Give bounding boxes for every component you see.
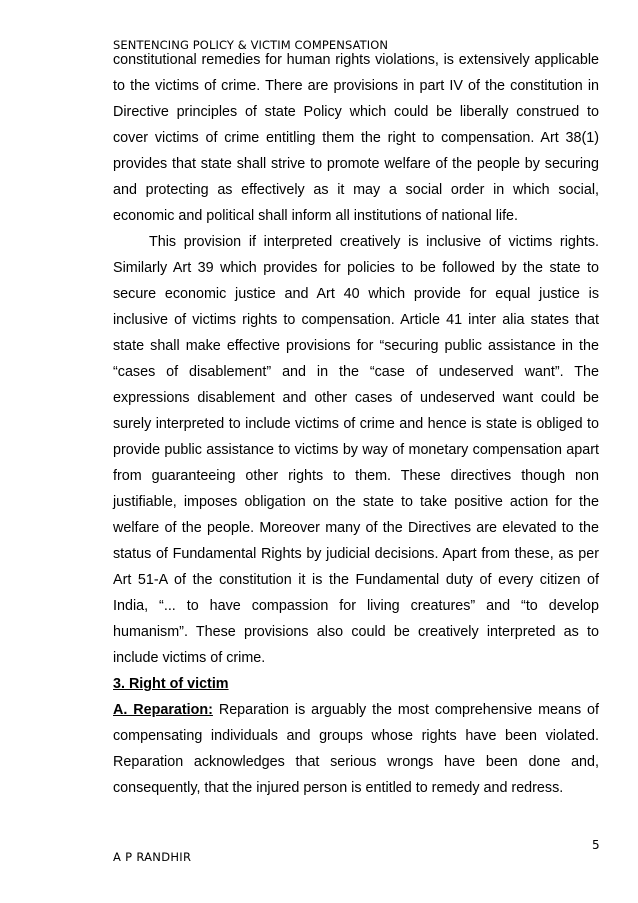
- running-header: SENTENCING POLICY & VICTIM COMPENSATION: [113, 38, 389, 52]
- paragraph-continuation: constitutional remedies for human rights violations, is extensively applicable to the victims of crime. There are provisions in part IV of the constitution in Directive principles of state Policy which could be liberally construed to cover victims of crime entitling them the right to compensation. Art 38(1) provides that state shall strive to promote welfare of the people by securing and protecting as effectively as it may a social order in which social, economic and political shall inform all institutions of national life.: [113, 52, 599, 224]
- subsection-label-reparation: A. Reparation:: [113, 702, 213, 718]
- paragraph-directive-principles: This provision if interpreted creatively is inclusive of victims rights. Similarly Art 39 which provides for policies to be followed by the state to secure economic justice and Art 40 which provide for equal justice is inclusive of victims rights to compensation. Article 41 inter alia states that state shall make effective provisions for “securing public assistance in the “cases of disablement” and in the “case of undeserved want”. The expressions disablement and other cases of undeserved want could be surely interpreted to include victims of crime and hence is state is obliged to provide public assistance to victims by way of monetary compensation apart from guaranteeing other rights to them. These directives though non justifiable, imposes obligation on the state to take positive action for the welfare of the people. Moreover many of the Directives are elevated to the status of Fundamental Rights by judicial decisions. Apart from these, as per Art 51-A of the constitution it is the Fundamental duty of every citizen of India, “... to have compassion for living creatures” and “to develop humanism”. These provisions also could be creatively interpreted as to include victims of crime.: [113, 234, 599, 666]
- reparation-text: Reparation is arguably the most comprehensive means of compensating individuals and groups whose rights have been violated. Reparation acknowledges that serious wrongs have been done and, consequently, that the injured person is entitled to remedy and redress.: [113, 702, 599, 796]
- body-text: [113, 47, 599, 801]
- paragraph-reparation: [113, 697, 599, 801]
- section-heading-right-of-victim: [113, 671, 599, 697]
- section-heading-text: 3. Right of victim: [113, 676, 229, 692]
- page-number: 5: [592, 838, 600, 852]
- footer-author: A P RANDHIR: [113, 850, 192, 864]
